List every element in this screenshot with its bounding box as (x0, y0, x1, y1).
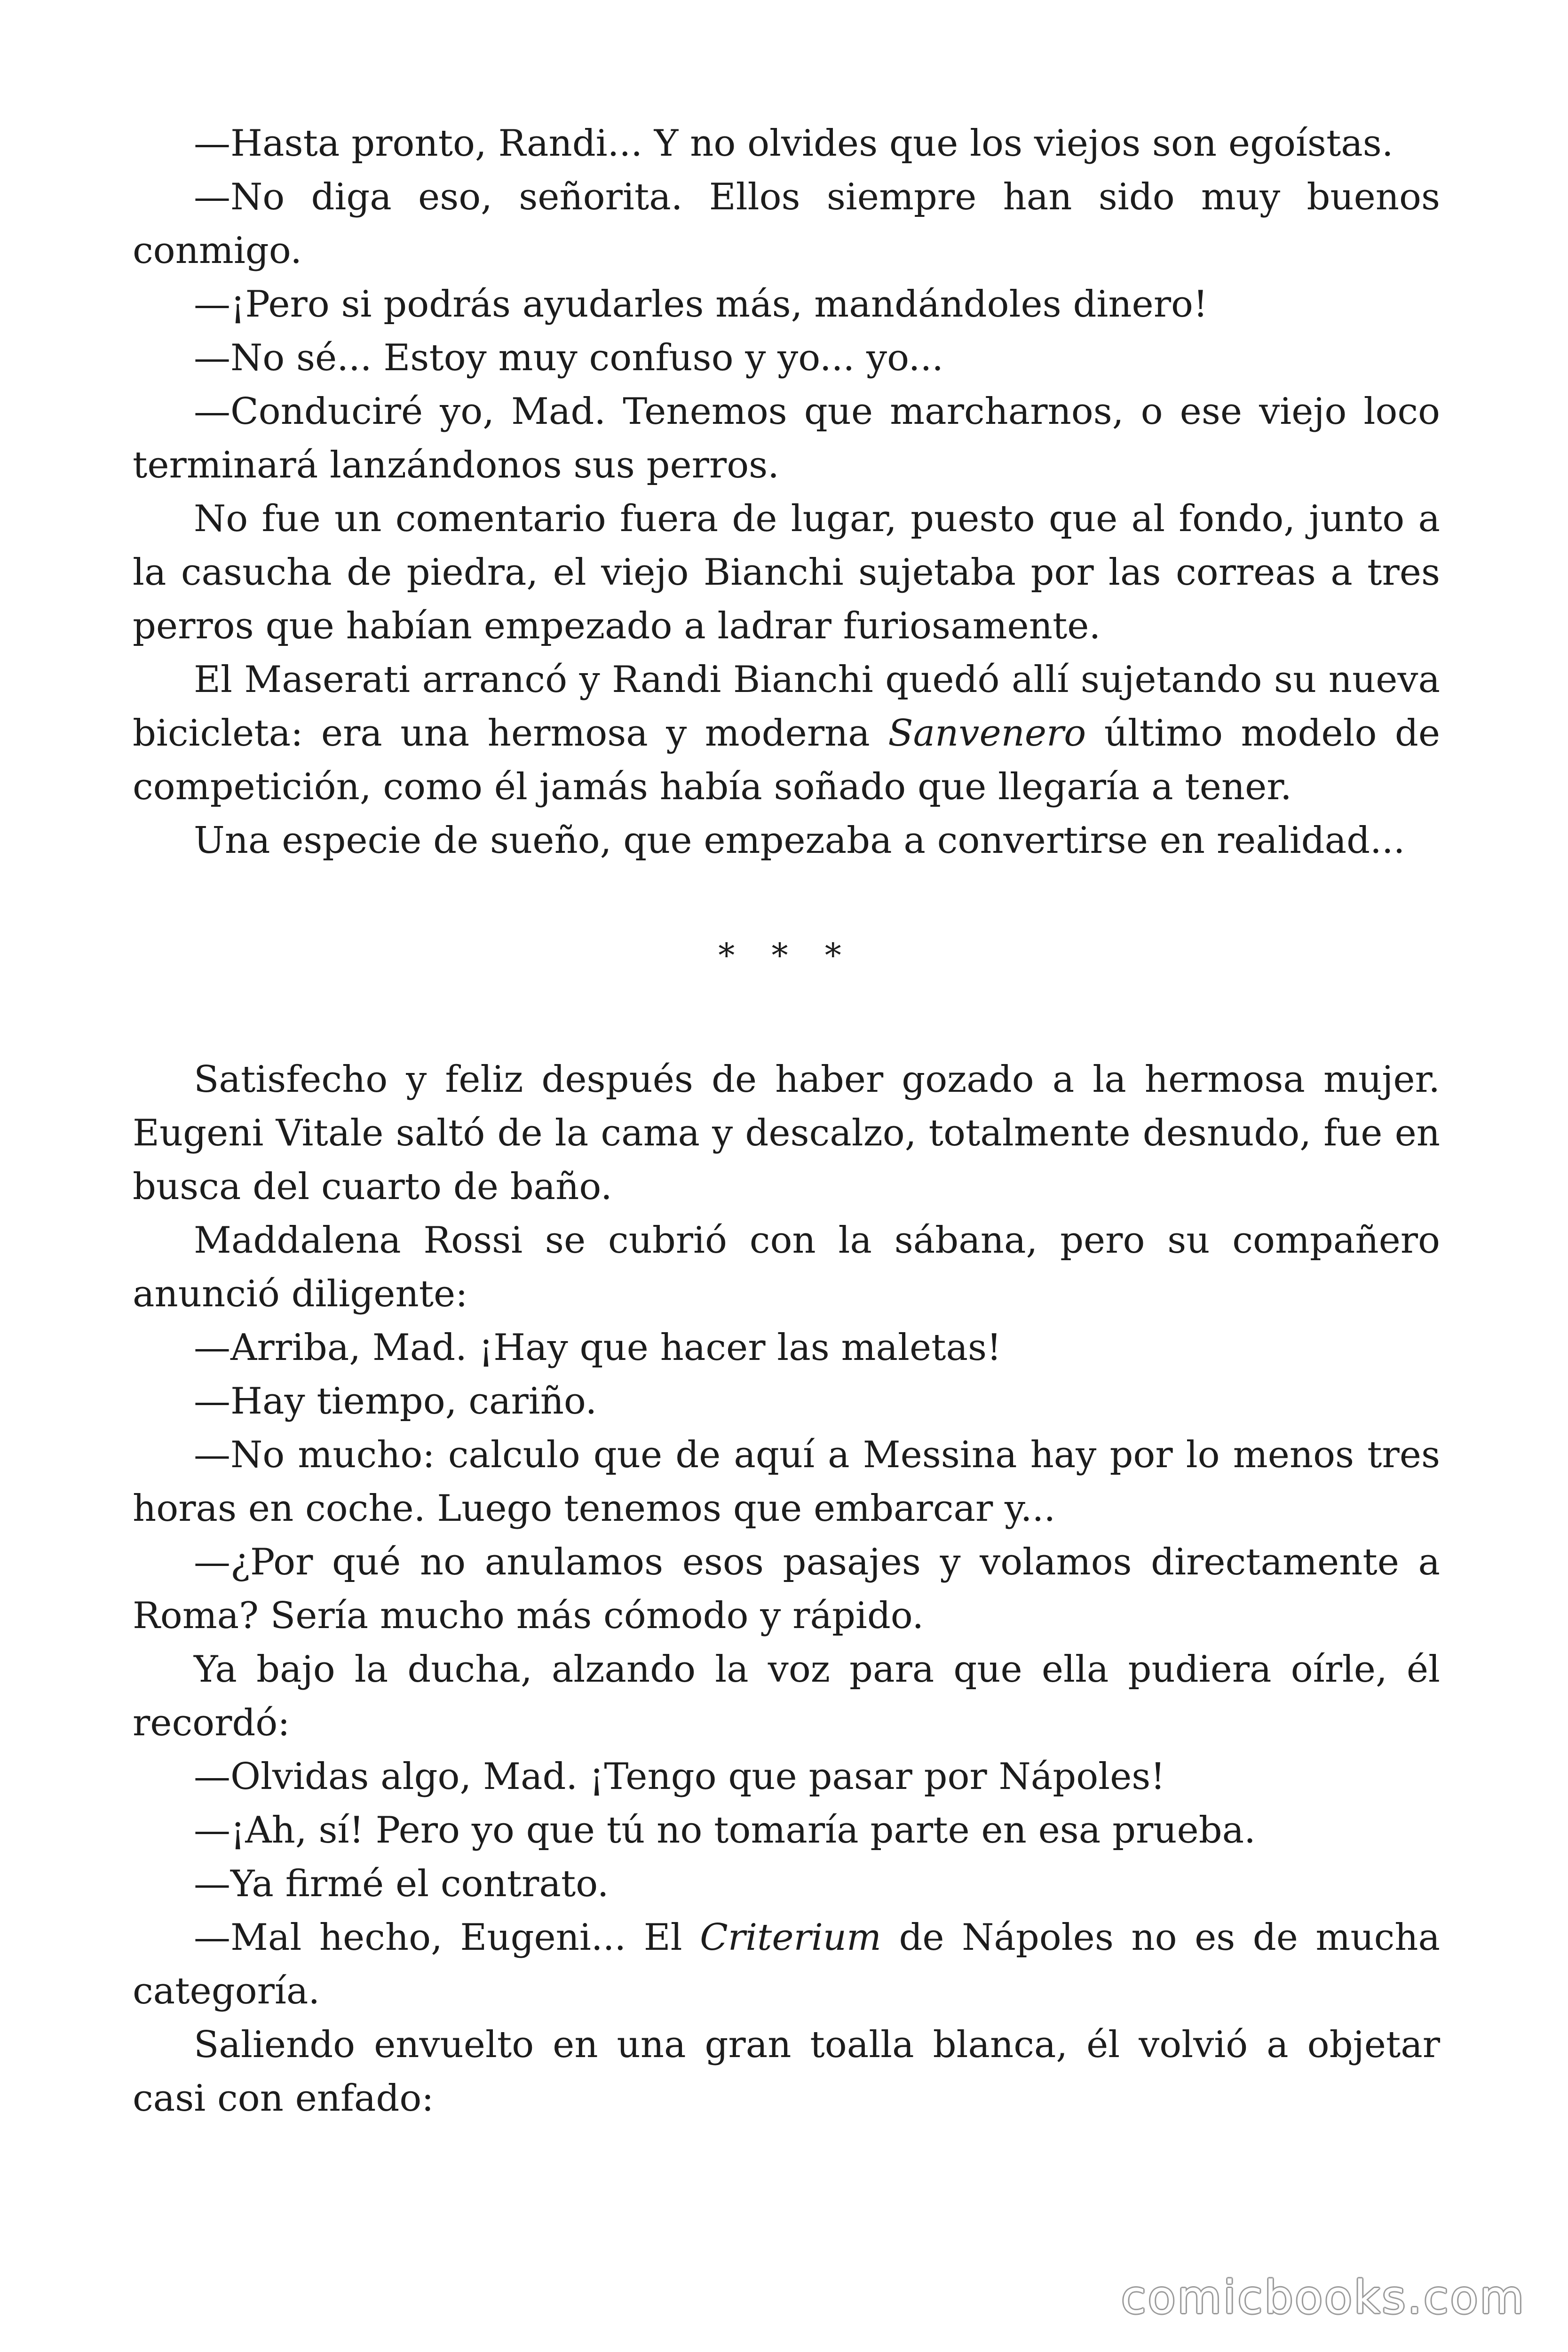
paragraph: No fue un comentario fuera de lugar, puesto que al fondo, junto a la casucha de piedra, el viejo Bianchi sujetaba por las correas a tres perros que habían empezado a ladrar furiosamente. (133, 498, 1440, 647)
paragraph: —¡Ah, sí! Pero yo que tú no tomaría parte en esa prueba. (194, 1809, 1256, 1851)
paragraph-criterium (133, 1911, 1440, 2018)
paragraph: —No mucho: calculo que de aquí a Messina hay por lo menos tres horas en coche. Luego tenemos que embarcar y... (133, 1434, 1440, 1530)
page-text (133, 117, 1440, 2125)
paragraph: —Hasta pronto, Randi... Y no olvides que los viejos son egoístas. (194, 122, 1394, 165)
section-separator: * * * (718, 936, 855, 975)
paragraph: —Conduciré yo, Mad. Tenemos que marcharnos, o ese viejo loco terminará lanzándonos sus perros. (133, 390, 1440, 486)
paragraph: —Arriba, Mad. ¡Hay que hacer las maletas! (194, 1327, 1002, 1369)
italic-brand-name: Sanvenero (888, 712, 1086, 755)
paragraph: Satisfecho y feliz después de haber gozado a la hermosa mujer. Eugeni Vitale saltó de la cama y descalzo, totalmente desnudo, fue en busca del cuarto de baño. (133, 1058, 1440, 1208)
paragraph: —Hay tiempo, cariño. (194, 1380, 597, 1422)
paragraph: —No sé... Estoy muy confuso y yo... yo... (194, 337, 944, 379)
paragraph: —No diga eso, señorita. Ellos siempre han sido muy buenos conmigo. (133, 176, 1440, 272)
paragraph: —¿Por qué no anulamos esos pasajes y volamos directamente a Roma? Sería mucho más cómodo y rápido. (133, 1541, 1440, 1637)
paragraph: Una especie de sueño, que empezaba a convertirse en realidad... (194, 819, 1405, 862)
paragraph: Ya bajo la ducha, alzando la voz para que ella pudiera oírle, él recordó: (133, 1648, 1440, 1744)
watermark: comicbooks.com (1121, 2271, 1526, 2324)
text-run: —Mal hecho, Eugeni... El (194, 1916, 700, 1959)
paragraph: Maddalena Rossi se cubrió con la sábana, pero su compañero anunció diligente: (133, 1219, 1440, 1315)
paragraph: Saliendo envuelto en una gran toalla blanca, él volvió a objetar casi con enfado: (133, 2024, 1440, 2120)
paragraph: —Ya firmé el contrato. (194, 1863, 609, 1905)
text-run: El Maserati arrancó y Randi Bianchi quedó allí sujetando su nueva bicicleta: era una hermosa y moderna (133, 659, 1440, 755)
italic-event-name: Criterium (700, 1916, 881, 1959)
paragraph: —Olvidas algo, Mad. ¡Tengo que pasar por Nápoles! (194, 1756, 1165, 1798)
text-run: de Nápoles no es de mucha categoría. (133, 1916, 1440, 2012)
paragraph: —¡Pero si podrás ayudarles más, mandándoles dinero! (194, 283, 1208, 326)
text-run: último modelo de competición, como él jamás había soñado que llegaría a tener. (133, 712, 1440, 808)
paragraph-maserati (133, 653, 1440, 814)
